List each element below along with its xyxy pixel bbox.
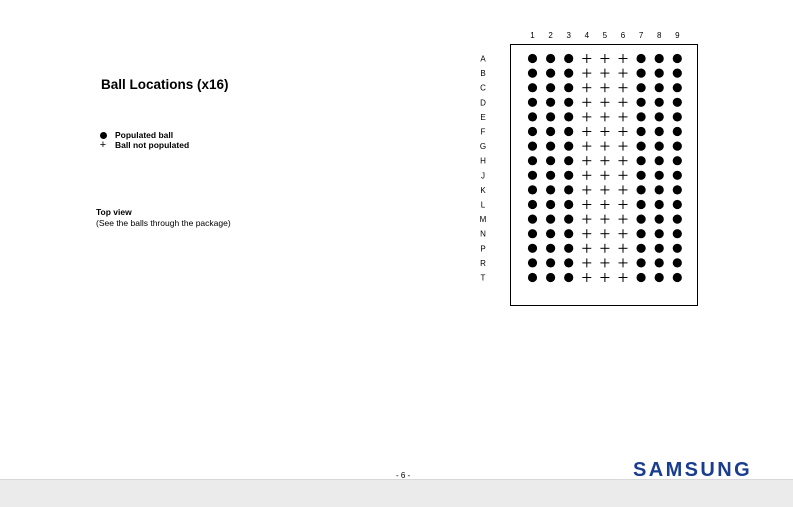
populated-ball <box>673 244 682 253</box>
populated-ball <box>528 142 537 151</box>
populated-ball <box>673 98 682 107</box>
populated-ball <box>673 142 682 151</box>
populated-ball <box>655 258 664 267</box>
populated-ball <box>546 112 555 121</box>
populated-ball <box>637 273 646 282</box>
populated-ball <box>528 69 537 78</box>
column-label: 4 <box>584 31 590 40</box>
populated-ball <box>637 185 646 194</box>
populated-ball <box>564 258 573 267</box>
populated-ball <box>673 83 682 92</box>
unpopulated-ball <box>582 171 591 180</box>
unpopulated-ball <box>600 215 609 224</box>
unpopulated-ball <box>619 112 628 121</box>
populated-ball <box>528 185 537 194</box>
populated-ball <box>655 244 664 253</box>
row-label: E <box>480 112 486 122</box>
populated-ball <box>528 83 537 92</box>
populated-ball <box>564 69 573 78</box>
unpopulated-ball <box>619 156 628 165</box>
populated-ball <box>528 98 537 107</box>
populated-ball <box>546 215 555 224</box>
unpopulated-ball <box>600 83 609 92</box>
populated-ball <box>673 273 682 282</box>
populated-ball <box>637 98 646 107</box>
unpopulated-ball <box>619 142 628 151</box>
unpopulated-ball <box>619 215 628 224</box>
row-label: J <box>481 171 485 181</box>
column-label: 7 <box>638 31 644 40</box>
populated-ball <box>546 83 555 92</box>
populated-ball <box>655 229 664 238</box>
unpopulated-ball <box>600 156 609 165</box>
populated-ball <box>564 215 573 224</box>
row-label: M <box>479 215 487 225</box>
unpopulated-ball <box>600 69 609 78</box>
unpopulated-ball <box>582 185 591 194</box>
populated-ball <box>546 127 555 136</box>
populated-ball <box>655 127 664 136</box>
unpopulated-ball <box>600 171 609 180</box>
populated-ball <box>564 127 573 136</box>
populated-ball <box>546 200 555 209</box>
row-label: G <box>479 142 487 152</box>
unpopulated-ball <box>582 69 591 78</box>
row-label: B <box>480 69 486 79</box>
unpopulated-ball <box>582 215 591 224</box>
populated-ball <box>637 127 646 136</box>
row-label: A <box>480 54 486 64</box>
populated-ball <box>637 112 646 121</box>
populated-ball <box>673 69 682 78</box>
populated-ball <box>528 200 537 209</box>
populated-ball <box>564 156 573 165</box>
populated-ball <box>528 54 537 63</box>
populated-ball <box>546 156 555 165</box>
populated-ball <box>673 200 682 209</box>
row-label: K <box>480 185 486 195</box>
populated-ball <box>564 229 573 238</box>
column-label: 9 <box>675 31 680 40</box>
populated-ball <box>528 112 537 121</box>
unpopulated-ball <box>619 98 628 107</box>
populated-ball <box>546 258 555 267</box>
unpopulated-ball <box>600 98 609 107</box>
populated-ball <box>673 54 682 63</box>
unpopulated-ball <box>582 83 591 92</box>
unpopulated-ball <box>600 273 609 282</box>
unpopulated-ball <box>619 273 628 282</box>
populated-ball <box>528 127 537 136</box>
populated-ball <box>546 273 555 282</box>
row-label: R <box>480 258 486 268</box>
unpopulated-ball <box>582 244 591 253</box>
populated-ball <box>655 54 664 63</box>
unpopulated-ball <box>619 171 628 180</box>
populated-ball <box>564 200 573 209</box>
populated-ball <box>673 185 682 194</box>
column-label: 1 <box>530 31 535 40</box>
unpopulated-ball <box>582 142 591 151</box>
populated-ball <box>546 69 555 78</box>
populated-ball <box>655 156 664 165</box>
populated-ball <box>637 171 646 180</box>
populated-ball <box>673 258 682 267</box>
unpopulated-ball <box>582 98 591 107</box>
populated-ball <box>655 112 664 121</box>
row-label: N <box>480 229 486 239</box>
populated-ball <box>564 142 573 151</box>
unpopulated-ball <box>600 244 609 253</box>
unpopulated-ball <box>582 273 591 282</box>
populated-ball <box>564 83 573 92</box>
page-number: - 6 - <box>396 471 411 480</box>
row-label: L <box>480 200 486 210</box>
unpopulated-ball <box>600 54 609 63</box>
populated-ball <box>673 171 682 180</box>
column-label: 5 <box>602 31 608 40</box>
populated-ball <box>637 244 646 253</box>
populated-ball <box>637 156 646 165</box>
populated-ball <box>637 83 646 92</box>
populated-ball <box>655 200 664 209</box>
populated-ball <box>673 229 682 238</box>
populated-ball <box>637 69 646 78</box>
populated-ball <box>528 156 537 165</box>
populated-ball <box>528 215 537 224</box>
page-title: Ball Locations (x16) <box>101 77 229 92</box>
unpopulated-ball <box>619 185 628 194</box>
populated-ball <box>528 171 537 180</box>
unpopulated-ball <box>619 83 628 92</box>
legend-not-populated-label: Ball not populated <box>115 140 190 150</box>
unpopulated-ball <box>600 127 609 136</box>
unpopulated-ball <box>619 127 628 136</box>
populated-ball <box>655 98 664 107</box>
populated-ball <box>637 215 646 224</box>
populated-ball <box>564 273 573 282</box>
unpopulated-ball <box>619 229 628 238</box>
row-label: H <box>480 156 486 166</box>
row-label: T <box>480 273 486 283</box>
populated-ball <box>546 142 555 151</box>
populated-ball <box>655 69 664 78</box>
populated-ball <box>673 112 682 121</box>
populated-ball <box>637 142 646 151</box>
populated-ball <box>528 229 537 238</box>
unpopulated-ball <box>600 229 609 238</box>
populated-ball <box>528 244 537 253</box>
row-label: C <box>480 83 486 93</box>
samsung-logo: SAMSUNG <box>633 459 753 481</box>
column-label: 3 <box>566 31 571 40</box>
populated-ball <box>546 185 555 194</box>
unpopulated-ball <box>600 142 609 151</box>
unpopulated-ball <box>582 258 591 267</box>
populated-ball <box>528 258 537 267</box>
populated-ball <box>655 142 664 151</box>
populated-ball <box>564 112 573 121</box>
plus-icon: + <box>99 139 107 151</box>
unpopulated-ball <box>600 112 609 121</box>
unpopulated-ball <box>582 112 591 121</box>
populated-ball <box>673 127 682 136</box>
unpopulated-ball <box>619 69 628 78</box>
populated-ball <box>637 200 646 209</box>
row-label: D <box>480 98 486 108</box>
column-label: 6 <box>620 31 626 40</box>
unpopulated-ball <box>582 156 591 165</box>
unpopulated-ball <box>582 200 591 209</box>
column-label: 2 <box>548 31 553 40</box>
column-label: 8 <box>656 31 662 40</box>
populated-ball <box>546 244 555 253</box>
unpopulated-ball <box>582 127 591 136</box>
unpopulated-ball <box>600 258 609 267</box>
populated-ball <box>655 83 664 92</box>
row-label: P <box>480 244 486 254</box>
populated-ball <box>564 244 573 253</box>
populated-ball <box>655 273 664 282</box>
populated-ball <box>546 54 555 63</box>
populated-ball <box>655 185 664 194</box>
legend-populated-label: Populated ball <box>115 130 174 140</box>
row-label: F <box>480 127 486 137</box>
view-note-subtitle: (See the balls through the package) <box>96 218 231 228</box>
populated-ball <box>637 54 646 63</box>
unpopulated-ball <box>619 54 628 63</box>
unpopulated-ball <box>619 258 628 267</box>
unpopulated-ball <box>619 244 628 253</box>
populated-ball <box>673 215 682 224</box>
populated-ball <box>564 54 573 63</box>
unpopulated-ball <box>600 185 609 194</box>
populated-ball <box>564 185 573 194</box>
populated-ball <box>528 273 537 282</box>
populated-ball <box>564 171 573 180</box>
populated-ball <box>546 98 555 107</box>
unpopulated-ball <box>582 54 591 63</box>
populated-ball <box>655 215 664 224</box>
populated-ball <box>637 258 646 267</box>
view-note-title: Top view <box>96 207 132 217</box>
populated-ball <box>564 98 573 107</box>
unpopulated-ball <box>619 200 628 209</box>
unpopulated-ball <box>600 200 609 209</box>
populated-ball <box>655 171 664 180</box>
populated-ball <box>546 229 555 238</box>
unpopulated-ball <box>582 229 591 238</box>
populated-ball <box>673 156 682 165</box>
populated-ball <box>637 229 646 238</box>
populated-ball <box>546 171 555 180</box>
